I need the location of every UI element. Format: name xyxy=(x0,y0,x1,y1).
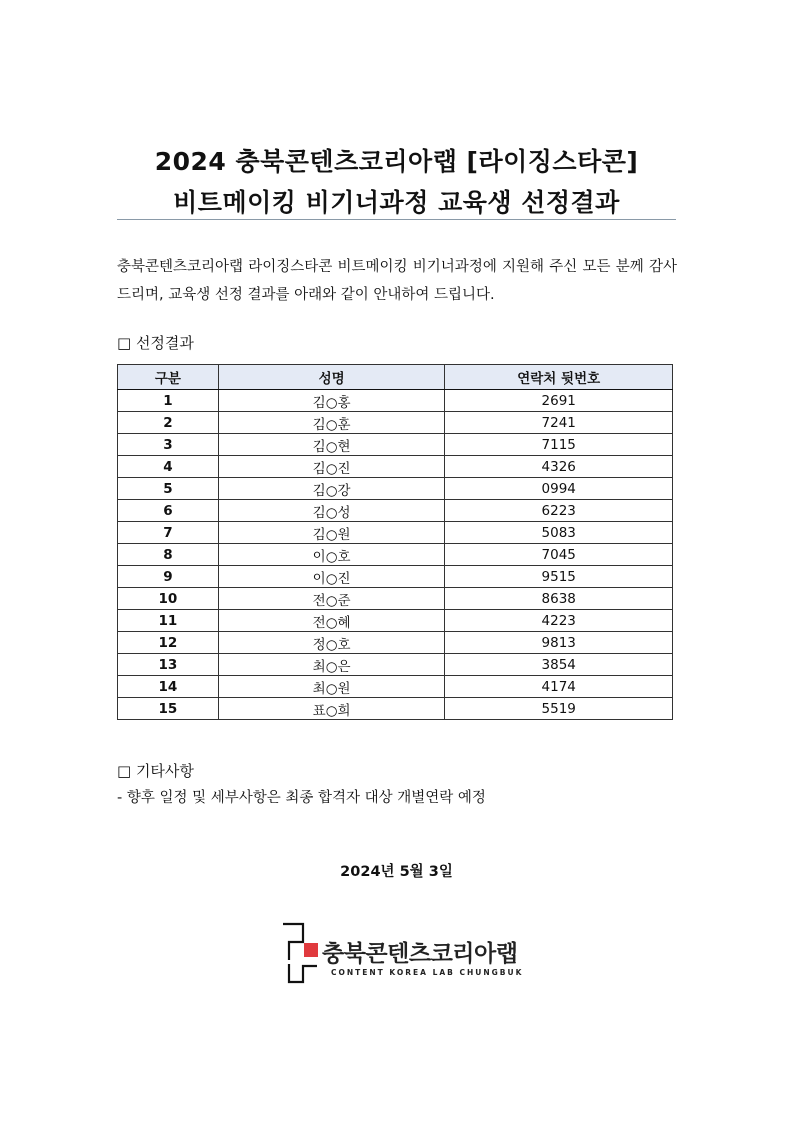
row-name: 이○진 xyxy=(218,566,445,588)
row-name: 김○강 xyxy=(218,478,445,500)
section-heading-result: □ 선정결과 xyxy=(117,334,194,352)
intro-paragraph: 충북콘텐츠코리아랩 라이징스타콘 비트메이킹 비기너과정에 지원해 주신 모든 분께 감사드리며, 교육생 선정 결과를 아래와 같이 안내하여 드립니다. xyxy=(117,259,677,303)
row-number: 4 xyxy=(118,456,219,478)
table-row xyxy=(118,698,673,720)
row-name: 김○홍 xyxy=(218,390,445,412)
row-phone-suffix: 9813 xyxy=(445,632,673,654)
row-number: 15 xyxy=(118,698,219,720)
page-title-line1: 2024 충북콘텐츠코리아랩 [라이징스타콘] xyxy=(154,147,639,176)
row-number: 1 xyxy=(118,390,219,412)
table-body xyxy=(118,390,673,720)
row-name: 김○진 xyxy=(218,456,445,478)
row-name: 김○현 xyxy=(218,434,445,456)
logo-korean-text: 충북콘텐츠코리아랩 xyxy=(322,941,518,967)
row-phone-suffix: 0994 xyxy=(445,478,673,500)
row-name: 전○혜 xyxy=(218,610,445,632)
table-row xyxy=(118,566,673,588)
row-number: 10 xyxy=(118,588,219,610)
logo-english-text: CONTENT KOREA LAB CHUNGBUK xyxy=(331,968,524,977)
column-header-name: 성명 xyxy=(218,365,445,390)
table-row xyxy=(118,478,673,500)
row-number: 3 xyxy=(118,434,219,456)
table-row xyxy=(118,522,673,544)
row-phone-suffix: 4223 xyxy=(445,610,673,632)
result-table xyxy=(117,364,673,720)
row-name: 최○은 xyxy=(218,654,445,676)
table-row xyxy=(118,676,673,698)
note-text: - 향후 일정 및 세부사항은 최종 합격자 대상 개별연락 예정 xyxy=(117,790,486,806)
row-name: 김○원 xyxy=(218,522,445,544)
table-row xyxy=(118,632,673,654)
row-phone-suffix: 3854 xyxy=(445,654,673,676)
table-row xyxy=(118,412,673,434)
row-phone-suffix: 4326 xyxy=(445,456,673,478)
row-number: 13 xyxy=(118,654,219,676)
row-number: 7 xyxy=(118,522,219,544)
table-row xyxy=(118,390,673,412)
row-phone-suffix: 2691 xyxy=(445,390,673,412)
table-row xyxy=(118,610,673,632)
table-row xyxy=(118,456,673,478)
table-row xyxy=(118,654,673,676)
row-phone-suffix: 9515 xyxy=(445,566,673,588)
row-number: 2 xyxy=(118,412,219,434)
row-name: 김○훈 xyxy=(218,412,445,434)
row-phone-suffix: 4174 xyxy=(445,676,673,698)
page-title-line2: 비트메이킹 비기너과정 교육생 선정결과 xyxy=(173,188,620,217)
row-name: 전○준 xyxy=(218,588,445,610)
table-row xyxy=(118,500,673,522)
row-phone-suffix: 7241 xyxy=(445,412,673,434)
table-row xyxy=(118,434,673,456)
document-date: 2024년 5월 3일 xyxy=(340,864,453,880)
table-header-row xyxy=(118,365,673,390)
column-header-phone: 연락처 뒷번호 xyxy=(445,365,673,390)
title-divider xyxy=(117,219,676,220)
row-number: 9 xyxy=(118,566,219,588)
row-phone-suffix: 7115 xyxy=(445,434,673,456)
row-phone-suffix: 7045 xyxy=(445,544,673,566)
row-number: 11 xyxy=(118,610,219,632)
row-number: 5 xyxy=(118,478,219,500)
row-name: 김○성 xyxy=(218,500,445,522)
row-phone-suffix: 5083 xyxy=(445,522,673,544)
row-name: 정○호 xyxy=(218,632,445,654)
logo-red-square xyxy=(304,943,318,957)
table-row xyxy=(118,544,673,566)
row-number: 8 xyxy=(118,544,219,566)
logo-line-bottom xyxy=(289,964,317,982)
table-row xyxy=(118,588,673,610)
logo-line-top xyxy=(283,924,303,960)
row-number: 14 xyxy=(118,676,219,698)
row-number: 6 xyxy=(118,500,219,522)
row-phone-suffix: 8638 xyxy=(445,588,673,610)
row-phone-suffix: 5519 xyxy=(445,698,673,720)
row-number: 12 xyxy=(118,632,219,654)
row-name: 이○호 xyxy=(218,544,445,566)
row-name: 최○원 xyxy=(218,676,445,698)
column-header-number: 구분 xyxy=(118,365,219,390)
section-heading-other: □ 기타사항 xyxy=(117,762,194,780)
row-name: 표○희 xyxy=(218,698,445,720)
row-phone-suffix: 6223 xyxy=(445,500,673,522)
